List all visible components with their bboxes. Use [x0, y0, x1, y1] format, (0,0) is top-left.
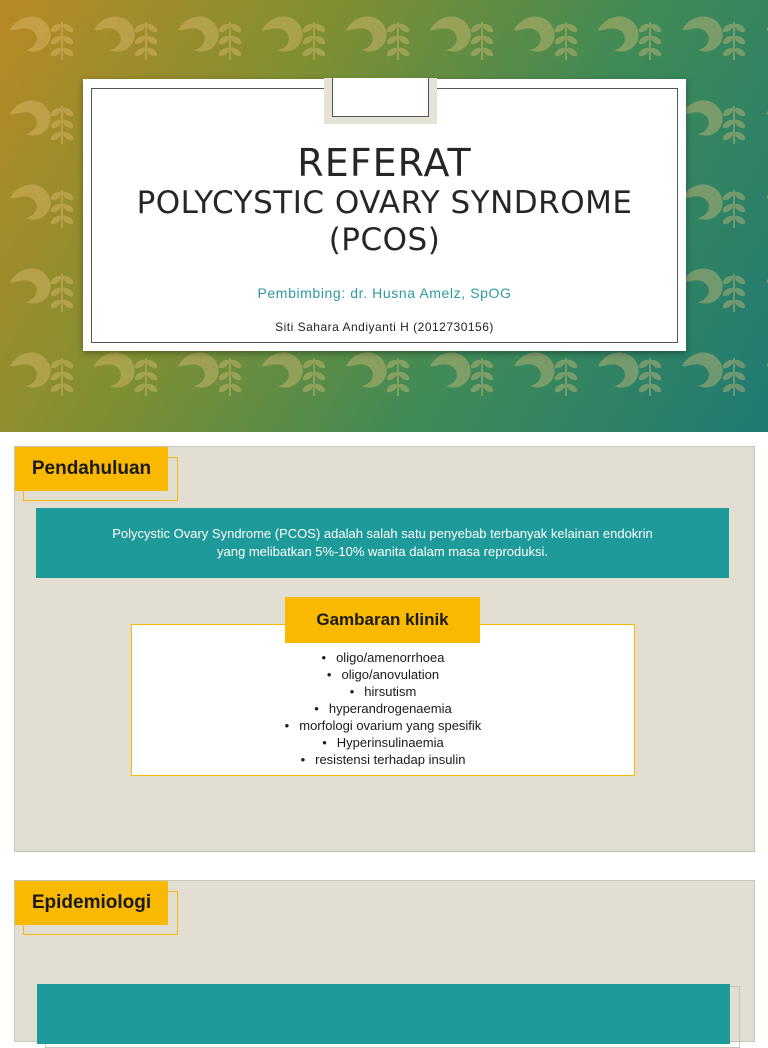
clinical-features-panel — [131, 624, 635, 776]
intro-text-box — [36, 508, 729, 578]
intro-text-line-1: Polycystic Ovary Syndrome (PCOS) adalah salah satu penyebab terbanyak kelainan endokrin — [112, 526, 653, 541]
clinical-features-title: Gambaran klinik — [285, 597, 480, 643]
epidemiology-text-box — [37, 984, 730, 1044]
list-item: • hyperandrogenaemia — [132, 700, 634, 717]
list-item: • oligo/amenorrhoea — [132, 649, 634, 666]
intro-text-line-2: yang melibatkan 5%-10% wanita dalam masa reproduksi. — [217, 544, 548, 559]
title-slide — [0, 0, 768, 432]
list-item: • resistensi terhadap insulin — [132, 751, 634, 768]
introduction-slide — [14, 446, 755, 852]
list-item: • hirsutism — [132, 683, 634, 700]
author-text: Siti Sahara Andiyanti H (2012730156) — [275, 320, 494, 334]
title-card-tab — [324, 78, 437, 124]
section-title-pendahuluan: Pendahuluan — [15, 447, 168, 491]
subtitle-line-1: POLYCYSTIC OVARY SYNDROME — [136, 185, 633, 221]
list-item: • morfologi ovarium yang spesifik — [132, 717, 634, 734]
title-card — [83, 79, 686, 351]
supervisor-text: Pembimbing: dr. Husna Amelz, SpOG — [257, 285, 512, 301]
slide-title: REFERAT — [297, 141, 472, 185]
section-title-epidemiologi: Epidemiologi — [15, 881, 168, 925]
list-item: • Hyperinsulinaemia — [132, 734, 634, 751]
slide-subtitle — [83, 185, 686, 259]
epidemiology-slide — [14, 880, 755, 1042]
list-item: • oligo/anovulation — [132, 666, 634, 683]
subtitle-line-2: (PCOS) — [328, 222, 441, 258]
clinical-features-list — [132, 649, 634, 768]
